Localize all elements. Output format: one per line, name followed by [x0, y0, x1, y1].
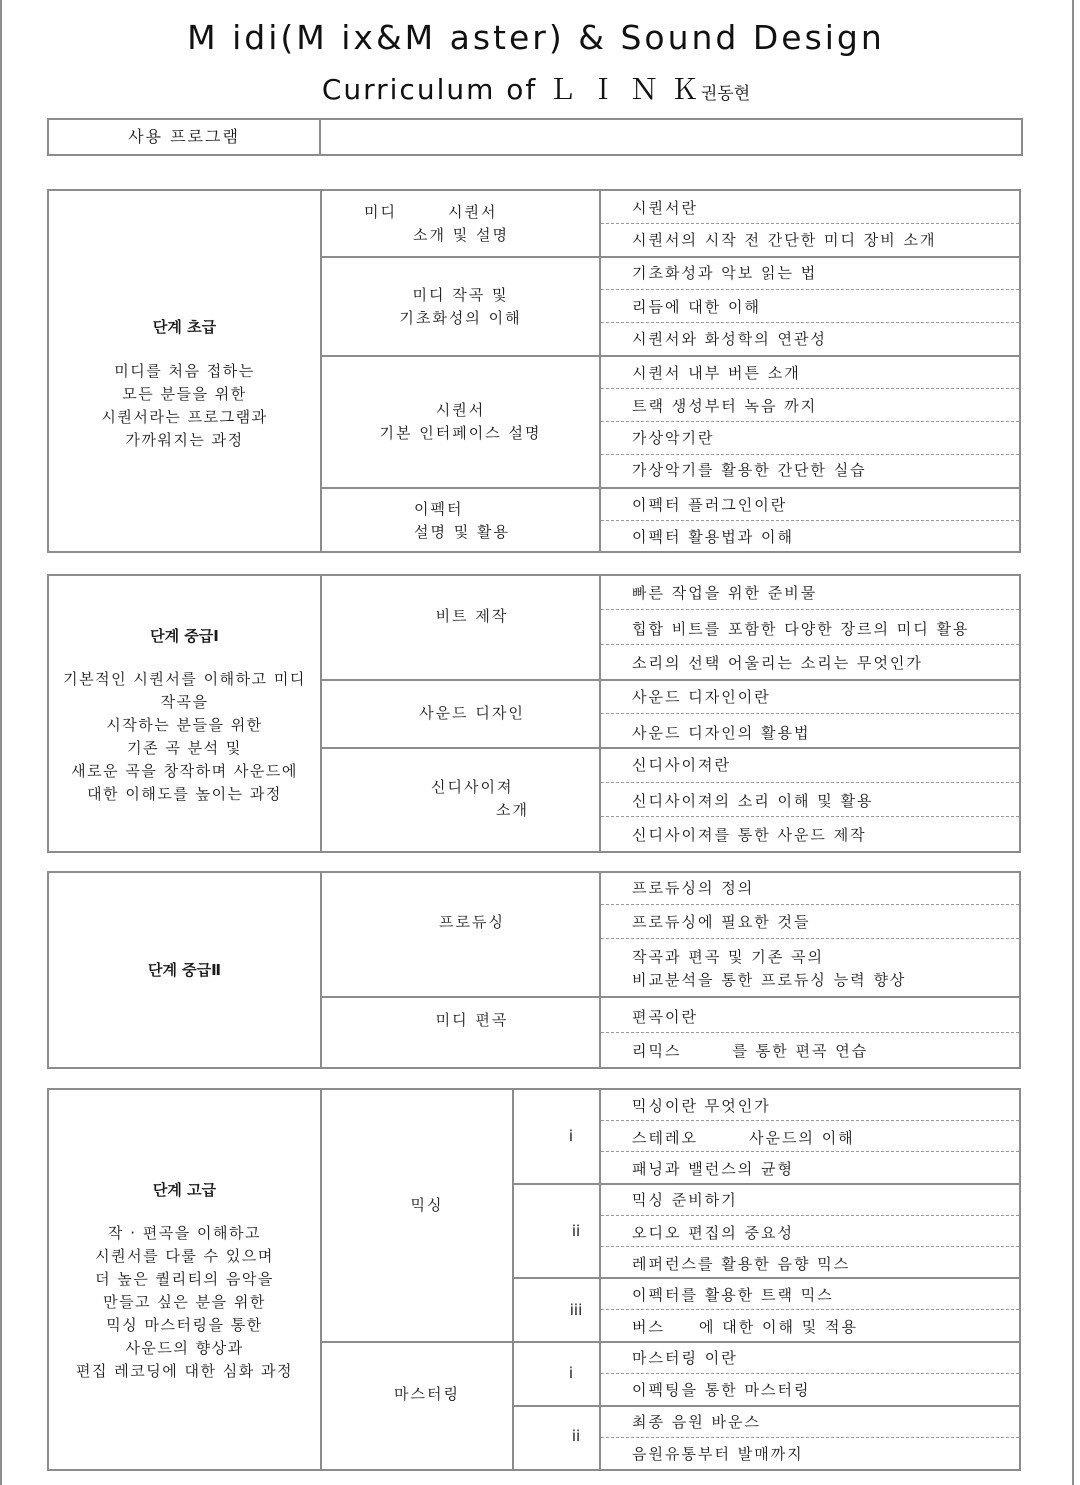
- topic-item: 시퀀서 내부 버튼 소개: [632, 364, 801, 382]
- topic-item: 마스터링 이란: [632, 1349, 738, 1367]
- group-title: 미디 편곡: [435, 1011, 509, 1029]
- part-number: ii: [571, 1222, 581, 1240]
- topic-item: 최종 음원 바운스: [632, 1413, 761, 1431]
- topic-item: 오디오 편집의 중요성: [632, 1224, 794, 1242]
- topic-item: 가상악기란: [632, 429, 715, 447]
- topic-item: 트랙 생성부터 녹음 까지: [632, 397, 818, 415]
- group-title-line: 기초화성의 이해: [399, 309, 522, 327]
- topic-item: 패닝과 밸런스의 균형: [632, 1160, 794, 1178]
- group-title-line: 미디 시퀀서: [364, 203, 498, 221]
- group-title: [431, 776, 513, 799]
- group-title-line: 이펙터: [414, 500, 464, 518]
- description-line: 기본적인 시퀀서를 이해하고 미디: [63, 670, 306, 688]
- level-title: 단계 고급: [152, 1181, 217, 1199]
- group-title: [322, 399, 599, 445]
- topic-item: 힙합 비트를 포함한 다양한 장르의 미디 활용: [632, 620, 970, 638]
- topic-item: 작곡과 편곡 및 기존 곡의: [632, 948, 824, 966]
- topic-item: 프로듀싱의 정의: [632, 879, 755, 897]
- topic-item: 시퀀서란: [632, 199, 698, 217]
- page-title: M idi(M ix&M aster) & Sound Design: [187, 18, 885, 57]
- description-line: 작 · 편곡을 이해하고: [108, 1224, 261, 1242]
- page-right-edge: [1072, 0, 1074, 1485]
- topic-item: 프로듀싱에 필요한 것들: [632, 913, 811, 931]
- description-line: 편집 레코딩에 대한 심화 과정: [76, 1362, 293, 1380]
- description-line: 만들고 싶은 분을 위한: [103, 1293, 266, 1311]
- topic-item: 믹싱 준비하기: [632, 1191, 738, 1209]
- group-title: 믹싱: [410, 1196, 444, 1214]
- topic-item: 시퀀서의 시작 전 간단한 미디 장비 소개: [632, 231, 937, 249]
- topic-item: 비교분석을 통한 프로듀싱 능력 향상: [632, 971, 907, 989]
- topic-item: 레퍼런스를 활용한 음향 믹스: [632, 1255, 851, 1273]
- part-number: i: [568, 1127, 574, 1145]
- topic-item: 음원유통부터 발매까지: [632, 1445, 804, 1463]
- group-title: [364, 201, 497, 224]
- subtitle-text: Curriculum of Ｌ Ｉ Ｎ Ｋ: [321, 73, 701, 106]
- group-title: [496, 799, 529, 822]
- topic-item: 빠른 작업을 위한 준비물: [632, 584, 818, 602]
- description-line: 더 높은 퀄리티의 음악을: [95, 1270, 274, 1288]
- description-line: 기존 곡 분석 및: [127, 739, 242, 757]
- level-description: [49, 1222, 320, 1383]
- topic-item: 이펙터를 활용한 트랙 믹스: [632, 1286, 834, 1304]
- topic-item: 리듬에 대한 이해: [632, 298, 761, 316]
- topic-item: 리믹스 를 통한 편곡 연습: [632, 1042, 869, 1060]
- level-title: 단계 중급Ⅰ: [150, 627, 219, 645]
- group-title: 사운드 디자인: [419, 704, 525, 722]
- author-name: 권동현: [700, 84, 751, 104]
- topic-item: 사운드 디자인이란: [632, 688, 771, 706]
- level-description: [49, 668, 320, 806]
- software-row: [47, 118, 1023, 156]
- group-title: [414, 521, 510, 544]
- group-title-line: 설명 및 활용: [414, 523, 510, 541]
- level-description: [49, 360, 320, 452]
- level-title: 단계 초급: [152, 318, 217, 336]
- page-subtitle: [0, 68, 1072, 108]
- group-title: [413, 224, 509, 247]
- topic-item: 가상악기를 활용한 간단한 실습: [632, 461, 867, 479]
- description-line: 사운드의 향상과: [125, 1339, 244, 1357]
- description-line: 믹싱 마스터링을 통한: [106, 1316, 263, 1334]
- topic-item: 신디사이져란: [632, 756, 731, 774]
- group-title-line: 신디사이져: [431, 778, 514, 796]
- group-title-line: 시퀀서: [435, 401, 486, 419]
- topic-item: 시퀀서와 화성학의 연관성: [632, 330, 827, 348]
- description-line: 작곡을: [160, 693, 209, 711]
- part-number: iii: [569, 1301, 583, 1319]
- topic-item: 이펙터 플러그인이란: [632, 496, 788, 514]
- topic-item: 신디사이져의 소리 이해 및 활용: [632, 792, 874, 810]
- group-title: 비트 제작: [435, 607, 509, 625]
- topic-item: 사운드 디자인의 활용법: [632, 724, 811, 742]
- part-number: i: [568, 1364, 574, 1382]
- description-line: 시퀀서를 다룰 수 있으며: [95, 1247, 274, 1265]
- description-line: 미디를 처음 접하는: [114, 362, 255, 380]
- description-line: 모든 분들을 위한: [122, 385, 247, 403]
- topic-item: 버스 에 대한 이해 및 적용: [632, 1318, 858, 1336]
- topic-item: 스테레오 사운드의 이해: [632, 1129, 855, 1147]
- description-line: 가까워지는 과정: [125, 431, 244, 449]
- topic-item: 기초화성과 악보 읽는 법: [632, 264, 818, 282]
- group-title: 프로듀싱: [439, 913, 505, 931]
- topic-item: 이펙터 활용법과 이해: [632, 528, 794, 546]
- group-title: 마스터링: [394, 1385, 460, 1403]
- topic-item: 이펙팅을 통한 마스터링: [632, 1381, 811, 1399]
- description-line: 대한 이해도를 높이는 과정: [87, 785, 282, 803]
- group-title-line: 소개 및 설명: [413, 226, 509, 244]
- group-title: [414, 498, 463, 521]
- part-number: ii: [571, 1427, 581, 1445]
- group-title: [322, 284, 599, 330]
- topic-item: 신디사이져를 통한 사운드 제작: [632, 826, 867, 844]
- description-line: 시작하는 분들을 위한: [106, 716, 263, 734]
- level-title: 단계 중급Ⅱ: [147, 961, 222, 979]
- group-title-line: 기본 인터페이스 설명: [379, 424, 542, 442]
- description-line: 시퀀서라는 프로그램과: [101, 408, 268, 426]
- page-left-edge: [0, 0, 2, 1485]
- group-title-line: 소개: [496, 801, 529, 819]
- topic-item: 편곡이란: [632, 1008, 698, 1026]
- description-line: 새로운 곡을 창작하며 사운드에: [71, 762, 298, 780]
- group-title-line: 미디 작곡 및: [412, 286, 509, 304]
- software-label: 사용 프로그램: [49, 120, 321, 154]
- topic-item: 믹싱이란 무엇인가: [632, 1097, 771, 1115]
- topic-item: 소리의 선택 어울리는 소리는 무엇인가: [632, 654, 923, 672]
